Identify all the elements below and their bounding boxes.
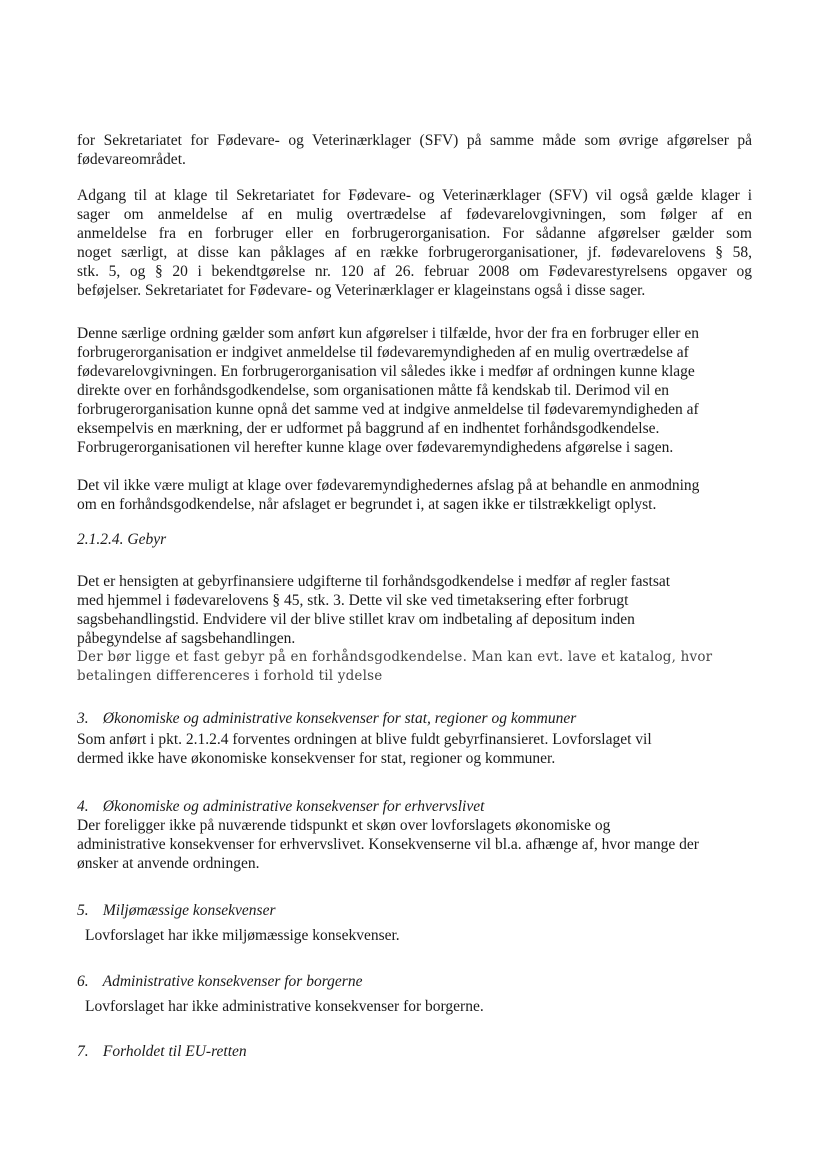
heading-section-5 [77,901,276,920]
text-line: noget særligt, at disse kan påklages af en række forbrugerorganisationer, jf. fødevarelovens § 58, [77,244,752,261]
text-line: Lovforslaget har ikke administrative konsekvenser for borgerne. [85,998,484,1015]
section-number: 4. [77,798,89,815]
heading-section-3 [77,709,576,728]
section-title: Økonomiske og administrative konsekvenser for stat, regioner og kommuner [102,710,577,727]
text-line: forbrugerorganisation kunne opnå det samme ved at indgive anmeldelse til fødevaremyndigheden af [77,401,699,418]
text-line: med hjemmel i fødevarelovens § 45, stk. 3. Dette vil ske ved timetaksering efter forbrugt [77,592,629,609]
paragraph-saerlig-ordning [77,324,752,457]
text-line: Som anført i pkt. 2.1.2.4 forventes ordningen at blive fuldt gebyrfinansieret. Lovforslaget vil [77,731,652,748]
comment-line: betalingen differenceres i forhold til ydelse [77,668,383,684]
text-line: Lovforslaget har ikke miljømæssige konsekvenser. [85,927,400,944]
text-line: for Sekretariatet for Fødevare- og Veterinærklager (SFV) på samme måde som øvrige afgørelser på [77,132,752,149]
paragraph-section-5 [85,926,760,945]
text-line: Det vil ikke være muligt at klage over fødevaremyndighedernes afslag på at behandle en anmodning [77,477,700,494]
heading-section-4 [77,797,484,816]
text-line: Adgang til at klage til Sekretariatet for Fødevare- og Veterinærklager (SFV) vil også gælde klager i [77,187,752,204]
paragraph-klageadgang [77,186,752,300]
section-title: Økonomiske og administrative konsekvenser for erhvervslivet [102,798,485,815]
heading-section-6 [77,972,362,991]
text-line: fødevareområdet. [77,151,186,168]
text-line: forbrugerorganisation er indgivet anmeldelse til fødevaremyndigheden af en mulig overtrædelse af [77,344,689,361]
text-line: stk. 5, og § 20 i bekendtgørelse nr. 120 af 26. februar 2008 om Fødevarestyrelsens opgaver og [77,263,752,280]
paragraph-section-6 [85,997,760,1016]
section-number: 5. [77,902,89,919]
section-title: Forholdet til EU-retten [102,1043,247,1060]
text-line: Denne særlige ordning gælder som anført kun afgørelser i tilfælde, hvor der fra en forbruger eller en [77,325,699,342]
heading-gebyr: 2.1.2.4. Gebyr [77,531,167,548]
text-line: beføjelser. Sekretariatet for Fødevare- og Veterinærklager er klageinstans også i disse sager. [77,282,646,299]
paragraph-gebyr [77,572,752,686]
text-line: direkte over en forhåndsgodkendelse, som organisationen måtte få kendskab til. Derimod vil en [77,382,669,399]
section-title: Miljømæssige konsekvenser [102,902,276,919]
paragraph-section-4 [77,816,752,873]
heading-section-7 [77,1042,247,1061]
text-line: sagsbehandlingstid. Endvidere vil der blive stillet krav om indbetaling af depositum inden [77,611,635,628]
text-line: sager om anmeldelse af en mulig overtrædelse af fødevarelovgivningen, som følger af en [77,206,752,223]
text-line: Det er hensigten at gebyrfinansiere udgifterne til forhåndsgodkendelse i medfør af regler fastsat [77,573,671,590]
text-line: dermed ikke have økonomiske konsekvenser for stat, regioner og kommuner. [77,750,556,767]
section-number: 6. [77,973,89,990]
text-line: påbegyndelse af sagsbehandlingen. [77,630,296,647]
text-line: administrative konsekvenser for erhvervslivet. Konsekvenserne vil bl.a. afhænge af, hvor mange der [77,836,699,853]
text-line: om en forhåndsgodkendelse, når afslaget er begrundet i, at sagen ikke er tilstrækkeligt oplyst. [77,496,657,513]
comment-line: Der bør ligge et fast gebyr på en forhåndsgodkendelse. Man kan evt. lave et katalog, hvor [77,649,713,665]
section-number: 3. [77,710,89,727]
text-line: Forbrugerorganisationen vil herefter kunne klage over fødevaremyndighedens afgørelse i sagen. [77,439,674,456]
paragraph-section-3 [77,730,752,768]
section-number: 7. [77,1043,89,1060]
text-line: anmeldelse fra en forbruger eller en forbrugerorganisation. For sådanne afgørelser gælder som [77,225,752,242]
text-line: eksempelvis en mærkning, der er udformet på baggrund af en indhentet forhåndsgodkendelse. [77,420,660,437]
text-line: Der foreligger ikke på nuværende tidspunkt et skøn over lovforslagets økonomiske og [77,817,611,834]
section-title: Administrative konsekvenser for borgerne [102,973,363,990]
paragraph-afslag [77,476,752,514]
text-line: fødevarelovgivningen. En forbrugerorganisation vil således ikke i medfør af ordningen kunne klage [77,363,695,380]
text-line: ønsker at anvende ordningen. [77,855,260,872]
paragraph-intro [77,131,752,169]
